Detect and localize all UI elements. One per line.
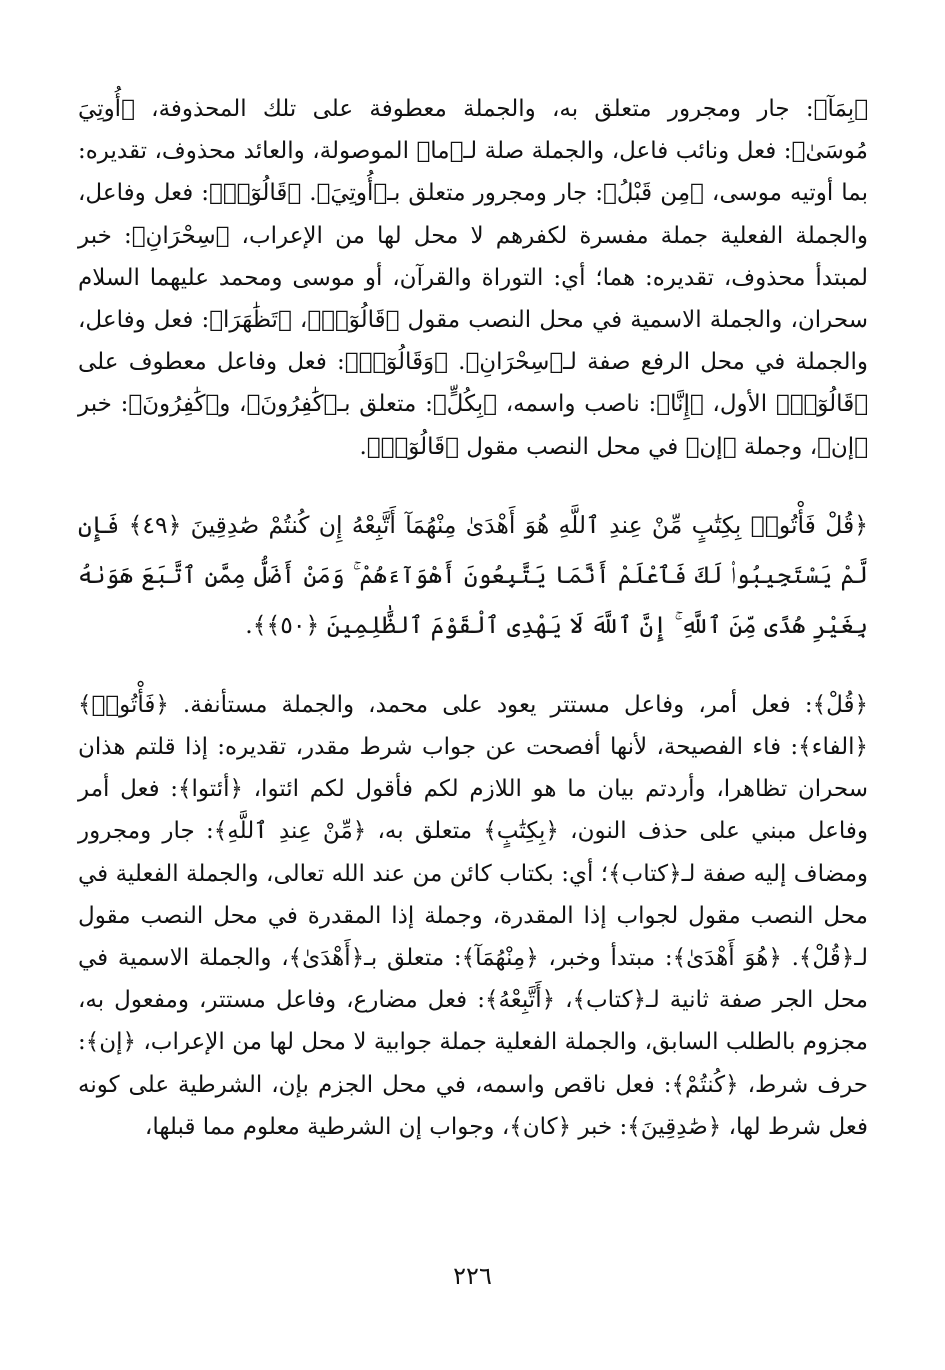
paragraph-grammar-analysis-1: ﴿بِمَآ﴾: جار ومجرور متعلق به، والجملة معطوفة على تلك المحذوفة، ﴿أُوتِيَ مُوسَىٰ﴾: فعل ونائب فاعل، والجملة صلة لـ﴿ما﴾ الموصولة، والعائد محذوف، تقديره: بما أوتيه موسى، ﴿مِن قَبْلُ﴾: جار ومجرور متعلق بـ﴿أُوتِيَ﴾. ﴿قَالُوٓا۟﴾: فعل وفاعل، والجملة الفعلية جملة مفسرة لكفرهم لا محل لها من الإعراب، ﴿سِحْرَانِ﴾: خبر لمبتدأ محذوف، تقديره: هما؛ أي: التوراة والقرآن، أو موسى ومحمد عليهما السلام سحران، والجملة الاسمية في محل النصب مقول ﴿قَالُوٓا۟﴾، ﴿تَظَٰهَرَا﴾: فعل وفاعل، والجملة في محل الرفع صفة لـ﴿سِحْرَانِ﴾. ﴿وَقَالُوٓا۟﴾: فعل وفاعل معطوف على ﴿قَالُوٓا۟﴾ الأول، ﴿إِنَّا﴾: ناصب واسمه، ﴿بِكُلٍّ﴾: متعلق بـ﴿كَٰفِرُونَ﴾، و﴿كَٰفِرُونَ﴾: خبر ﴿إن﴾، وجملة ﴿إن﴾ في محل النصب مقول ﴿قَالُوٓا۟﴾.: [78, 96, 868, 460]
page-number: ٢٢٦: [453, 1262, 492, 1290]
paragraph-grammar-analysis-2: ﴿قُلْ﴾: فعل أمر، وفاعل مستتر يعود على محمد، والجملة مستأنفة. ﴿فَأْتُوا۟﴾ ﴿الفاء﴾: فاء الفصيحة، لأنها أفصحت عن جواب شرط مقدر، تقديره: إذا قلتم هذان سحران تظاهرا، وأردتم بيان ما هو اللازم لكم فأقول لكم ائتوا، ﴿أئتوا﴾: فعل أمر وفاعل مبني على حذف النون، ﴿بِكِتَٰبٍ﴾ متعلق به، ﴿مِّنْ عِندِ ٱللَّهِ﴾: جار ومجرور ومضاف إليه صفة لـ﴿كتاب﴾؛ أي: بكتاب كائن من عند الله تعالى، والجملة الفعلية في محل النصب مقول لجواب إذا المقدرة، وجملة إذا المقدرة في محل النصب مقول لـ﴿قُلْ﴾. ﴿هُوَ أَهْدَىٰ﴾: مبتدأ وخبر، ﴿مِنْهُمَآ﴾: متعلق بـ﴿أَهْدَىٰ﴾، والجملة الاسمية في محل الجر صفة ثانية لـ﴿كتاب﴾، ﴿أَتَّبِعْهُ﴾: فعل مضارع، وفاعل مستتر، ومفعول به، مجزوم بالطلب السابق، والجملة الفعلية جملة جوابية لا محل لها من الإعراب، ﴿إن﴾: حرف شرط، ﴿كُنتُمْ﴾: فعل ناقص واسمه، في محل الجزم بإن، الشرطية على كونه فعل شرط لها، ﴿صَٰدِقِينَ﴾: خبر ﴿كان﴾، وجواب إن الشرطية معلوم مما قبلها،: [78, 691, 868, 1140]
quran-verse-block: ﴿قُلْ فَأْتُوا۟ بِكِتَٰبٍ مِّنْ عِندِ ٱللَّهِ هُوَ أَهْدَىٰ مِنْهُمَآ أَتَّبِعْهُ إِن كُنتُمْ صَٰدِقِينَ ﴿٤٩﴾ فَإِن لَّمْ يَسْتَجِيبُوا۟ لَكَ فَٱعْلَمْ أَنَّمَا يَتَّبِعُونَ أَهْوَآءَهُمْ ۚ وَمَنْ أَضَلُّ مِمَّنِ ٱتَّبَعَ هَوَىٰهُ بِغَيْرِ هُدًى مِّنَ ٱللَّهِ ۚ إِنَّ ٱللَّهَ لَا يَهْدِى ٱلْقَوْمَ ٱلظَّٰلِمِينَ ﴿٥٠﴾﴾.: [78, 510, 868, 639]
page-body: [78, 88, 868, 1148]
